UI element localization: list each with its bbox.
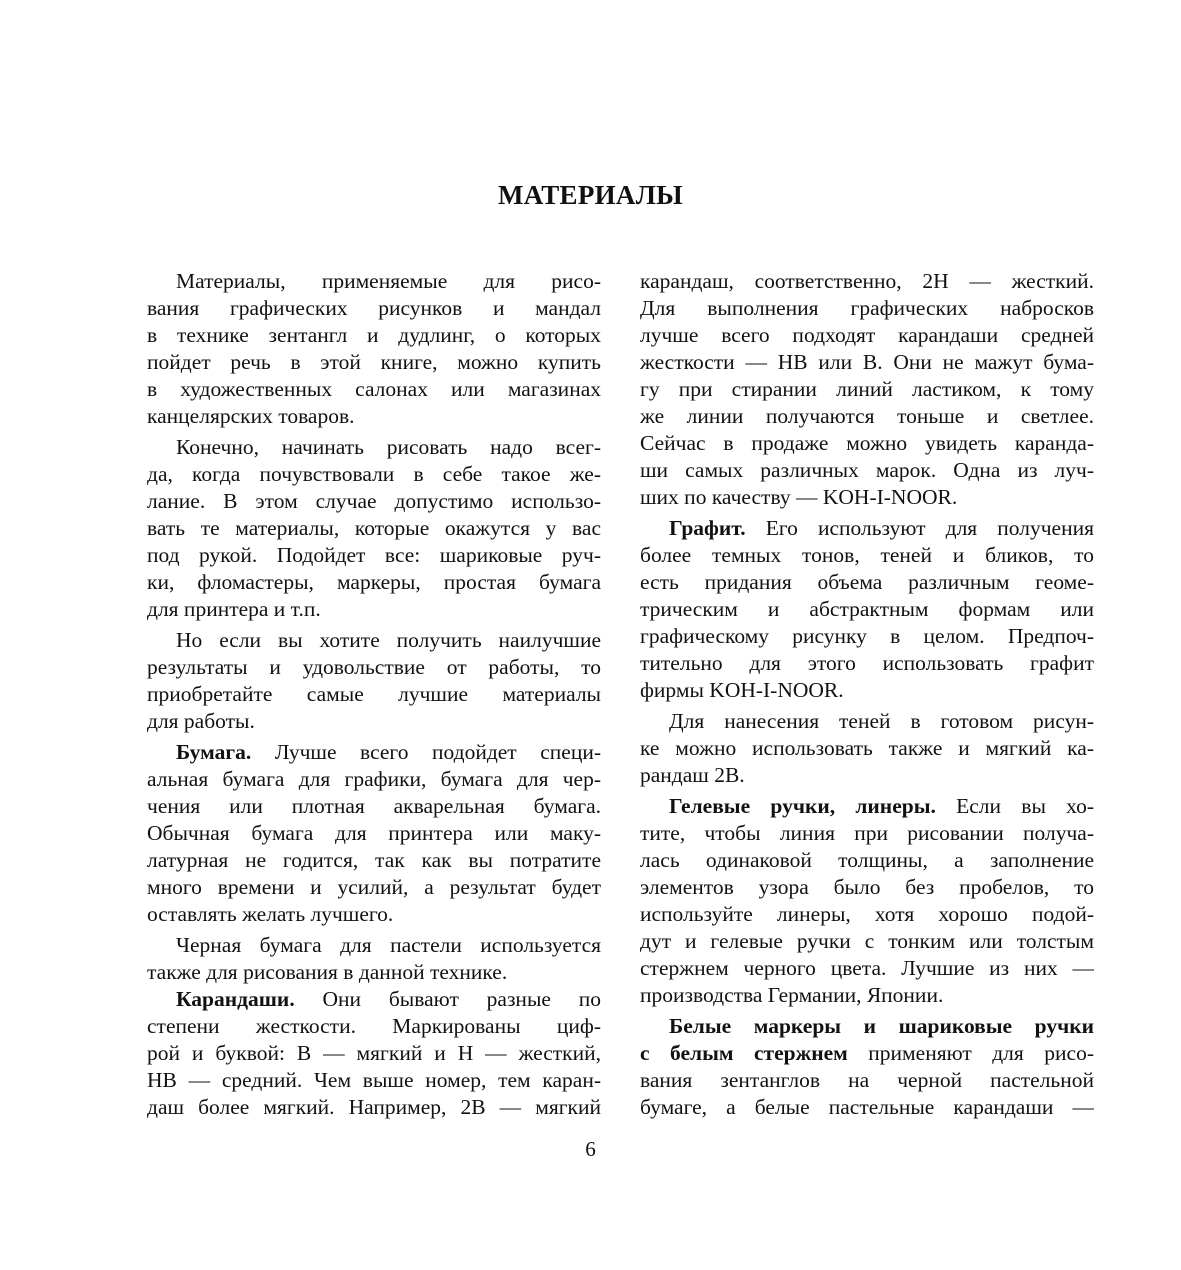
line-text: ших по качеству — KOH-I-NOOR. <box>640 485 958 509</box>
line-text: латурная не годится, так как вы потратите <box>147 848 601 872</box>
text-line <box>147 959 601 986</box>
text-line <box>640 874 1094 901</box>
text-line <box>147 1094 601 1121</box>
line-text: Материалы, применяемые для рисо- <box>176 269 601 293</box>
line-text: лучше всего подходят карандаши средней <box>640 323 1094 347</box>
line-text: фирмы KOH-I-NOOR. <box>640 678 844 702</box>
text-line <box>640 268 1094 295</box>
line-text: альная бумага для графики, бумага для чер- <box>147 767 601 791</box>
text-line <box>640 623 1094 650</box>
line-text: ши самых различных марок. Одна из луч- <box>640 458 1094 482</box>
text-line <box>640 820 1094 847</box>
text-line <box>640 1067 1094 1094</box>
line-text: Они бывают разные по <box>294 987 601 1011</box>
text-line <box>640 928 1094 955</box>
line-text: вания графических рисунков и мандал <box>147 296 601 320</box>
line-text: также для рисования в данной технике. <box>147 960 508 984</box>
text-line <box>640 457 1094 484</box>
page-title: МАТЕРИАЛЫ <box>498 180 683 210</box>
line-text: даш более мягкий. Например, 2В — мягкий <box>147 1095 601 1119</box>
text-line <box>640 596 1094 623</box>
text-line <box>147 847 601 874</box>
line-text: пойдет речь в этой книге, можно купить <box>147 350 601 374</box>
line-text: бумаге, а белые пастельные карандаши — <box>640 1095 1094 1119</box>
bold-term: с белым стержнем <box>640 1041 848 1065</box>
text-line <box>147 295 601 322</box>
line-text: в технике зентангл и дудлинг, о которых <box>147 323 601 347</box>
text-line <box>640 376 1094 403</box>
text-line <box>147 1040 601 1067</box>
line-text: чения или плотная акварельная бумага. <box>147 794 601 818</box>
text-line <box>147 403 601 430</box>
text-line <box>147 766 601 793</box>
line-text: Сейчас в продаже можно увидеть каранда- <box>640 431 1094 455</box>
text-line <box>147 874 601 901</box>
line-text: Его используют для получения <box>745 516 1094 540</box>
bold-term: Бумага. <box>176 740 252 764</box>
line-text: дут и гелевые ручки с тонким или толстым <box>640 929 1094 953</box>
text-line <box>640 542 1094 569</box>
text-line <box>147 1013 601 1040</box>
text-line <box>640 430 1094 457</box>
line-text: тите, чтобы линия при рисовании получа- <box>640 821 1094 845</box>
text-line <box>147 986 601 1013</box>
line-text: в художественных салонах или магазинах <box>147 377 601 401</box>
line-text: лание. В этом случае допустимо использо- <box>147 489 601 513</box>
line-text: Черная бумага для пастели используется <box>176 933 601 957</box>
line-text: вать те материалы, которые окажутся у вас <box>147 516 601 540</box>
text-line <box>147 434 601 461</box>
text-line <box>147 820 601 847</box>
text-line <box>147 515 601 542</box>
line-text: результаты и удовольствие от работы, то <box>147 655 601 679</box>
text-line <box>147 708 601 735</box>
line-text: приобретайте самые лучшие материалы <box>147 682 601 706</box>
text-line <box>147 569 601 596</box>
text-line <box>147 376 601 403</box>
line-text: трическим и абстрактным формам или <box>640 597 1094 621</box>
text-line <box>147 488 601 515</box>
line-text: вания зентанглов на черной пастельной <box>640 1068 1094 1092</box>
line-text: да, когда почувствовали в себе такое же- <box>147 462 601 486</box>
line-text: стержнем черного цвета. Лучшие из них — <box>640 956 1094 980</box>
line-text: оставлять желать лучшего. <box>147 902 394 926</box>
line-text: рой и буквой: В — мягкий и Н — жесткий, <box>147 1041 601 1065</box>
text-line <box>147 627 601 654</box>
line-text: карандаш, соответственно, 2Н — жесткий. <box>640 269 1094 293</box>
line-text: Для нанесения теней в готовом рисун- <box>669 709 1094 733</box>
line-text: Для выполнения графических набросков <box>640 296 1094 320</box>
text-line <box>147 322 601 349</box>
line-text: графическому рисунку в целом. Предпоч- <box>640 624 1094 648</box>
line-text: лась одинаковой толщины, а заполнение <box>640 848 1094 872</box>
line-text: ки, фломастеры, маркеры, простая бумага <box>147 570 601 594</box>
text-line <box>640 569 1094 596</box>
text-line <box>640 955 1094 982</box>
line-text: используйте линеры, хотя хорошо подой- <box>640 902 1094 926</box>
text-line <box>640 484 1094 511</box>
page-number: 6 <box>585 1137 596 1161</box>
line-text: рандаш 2В. <box>640 763 745 787</box>
text-line <box>640 515 1094 542</box>
text-line <box>147 542 601 569</box>
line-text: много времени и усилий, а результат будет <box>147 875 601 899</box>
line-text: тительно для этого использовать графит <box>640 651 1094 675</box>
line-text: есть придания объема различным геоме- <box>640 570 1094 594</box>
text-line <box>147 654 601 681</box>
bold-term: Гелевые ручки, линеры. <box>669 794 936 818</box>
line-text: Если вы хо- <box>935 794 1094 818</box>
text-line <box>147 681 601 708</box>
line-text: элементов узора было без пробелов, то <box>640 875 1094 899</box>
text-line <box>640 982 1094 1009</box>
text-line <box>640 1013 1094 1040</box>
left-column <box>147 268 601 1121</box>
text-line <box>640 403 1094 430</box>
bold-term: Графит. <box>669 516 746 540</box>
line-text: применяют для рисо- <box>847 1041 1094 1065</box>
text-line <box>147 793 601 820</box>
line-text: же линии получаются тоньше и светлее. <box>640 404 1094 428</box>
text-line <box>640 1040 1094 1067</box>
text-line <box>640 901 1094 928</box>
line-text: ке можно использовать также и мягкий ка- <box>640 736 1094 760</box>
text-line <box>640 650 1094 677</box>
line-text: Обычная бумага для принтера или маку- <box>147 821 601 845</box>
text-line <box>640 677 1094 704</box>
text-line <box>147 349 601 376</box>
line-text: степени жесткости. Маркированы циф- <box>147 1014 601 1038</box>
right-column <box>640 268 1094 1121</box>
text-line <box>147 268 601 295</box>
text-line <box>147 739 601 766</box>
line-text: производства Германии, Японии. <box>640 983 944 1007</box>
text-line <box>640 735 1094 762</box>
line-text: жесткости — НВ или В. Они не мажут бума- <box>640 350 1094 374</box>
bold-term: Белые маркеры и шариковые ручки <box>669 1014 1094 1038</box>
line-text: гу при стирании линий ластиком, к тому <box>640 377 1094 401</box>
text-line <box>640 762 1094 789</box>
text-line <box>147 596 601 623</box>
line-text: Лучше всего подойдет специ- <box>251 740 601 764</box>
text-line <box>640 295 1094 322</box>
line-text: для работы. <box>147 709 255 733</box>
line-text: для принтера и т.п. <box>147 597 321 621</box>
line-text: под рукой. Подойдет все: шариковые руч- <box>147 543 601 567</box>
text-line <box>640 708 1094 735</box>
bold-term: Карандаши. <box>176 987 295 1011</box>
line-text: Конечно, начинать рисовать надо всег- <box>176 435 601 459</box>
line-text: более темных тонов, теней и бликов, то <box>640 543 1094 567</box>
line-text: Но если вы хотите получить наилучшие <box>176 628 601 652</box>
text-line <box>640 847 1094 874</box>
text-line <box>147 461 601 488</box>
text-line <box>640 793 1094 820</box>
text-line <box>640 1094 1094 1121</box>
text-line <box>147 932 601 959</box>
text-line <box>640 322 1094 349</box>
text-line <box>640 349 1094 376</box>
text-line <box>147 1067 601 1094</box>
line-text: канцелярских товаров. <box>147 404 355 428</box>
line-text: НВ — средний. Чем выше номер, тем каран- <box>147 1068 601 1092</box>
text-line <box>147 901 601 928</box>
